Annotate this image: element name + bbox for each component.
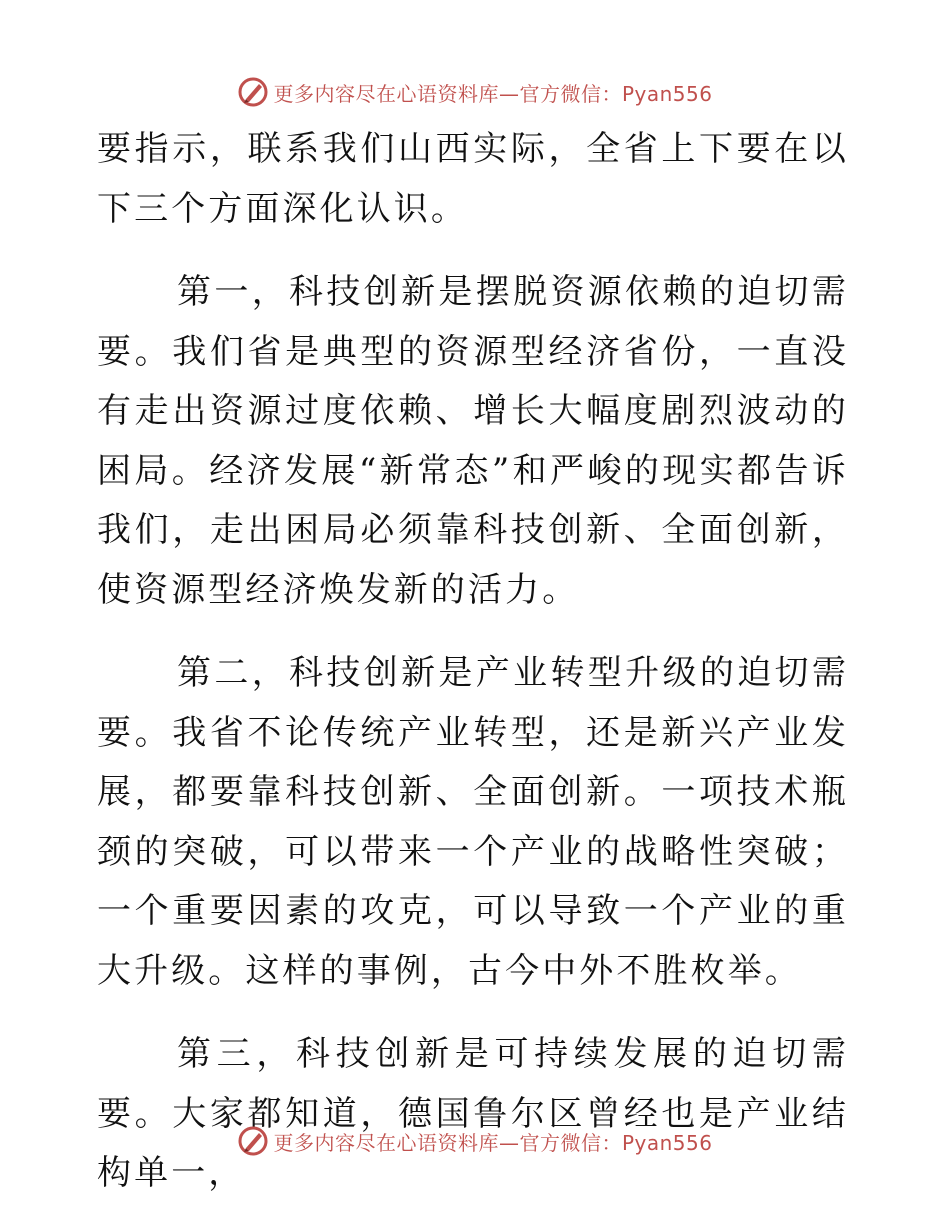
paragraph-point-three: 第三，科技创新是可持续发展的迫切需要。大家都知道，德国鲁尔区曾经也是产业结构单一，: [97, 1034, 849, 1193]
pen-logo-icon: [237, 1125, 269, 1157]
watermark-text: 更多内容尽在心语资料库—官方微信：Pyan556: [273, 1130, 713, 1155]
paragraph-point-one: 第一，科技创新是摆脱资源依赖的迫切需要。我们省是典型的资源型经济省份，一直没有走出资源过度依赖、增长大幅度剧烈波动的困局。经济发展“新常态”和严峻的现实都告诉我们，走出困局必须靠科技创新、全面创新，使资源型经济焕发新的活力。: [97, 272, 849, 610]
document-body: [97, 120, 849, 1228]
pen-logo-icon: [237, 76, 269, 108]
watermark-text: 更多内容尽在心语资料库—官方微信：Pyan556: [273, 81, 713, 106]
paragraph-continuation: 要指示，联系我们山西实际，全省上下要在以下三个方面深化认识。: [97, 129, 849, 229]
paragraph-point-two: 第二，科技创新是产业转型升级的迫切需要。我省不论传统产业转型，还是新兴产业发展，都要靠科技创新、全面创新。一项技术瓶颈的突破，可以带来一个产业的战略性突破；一个重要因素的攻克，可以导致一个产业的重大升级。这样的事例，古今中外不胜枚举。: [97, 653, 849, 991]
footer-watermark: [0, 1121, 950, 1161]
header-watermark: [0, 72, 950, 112]
